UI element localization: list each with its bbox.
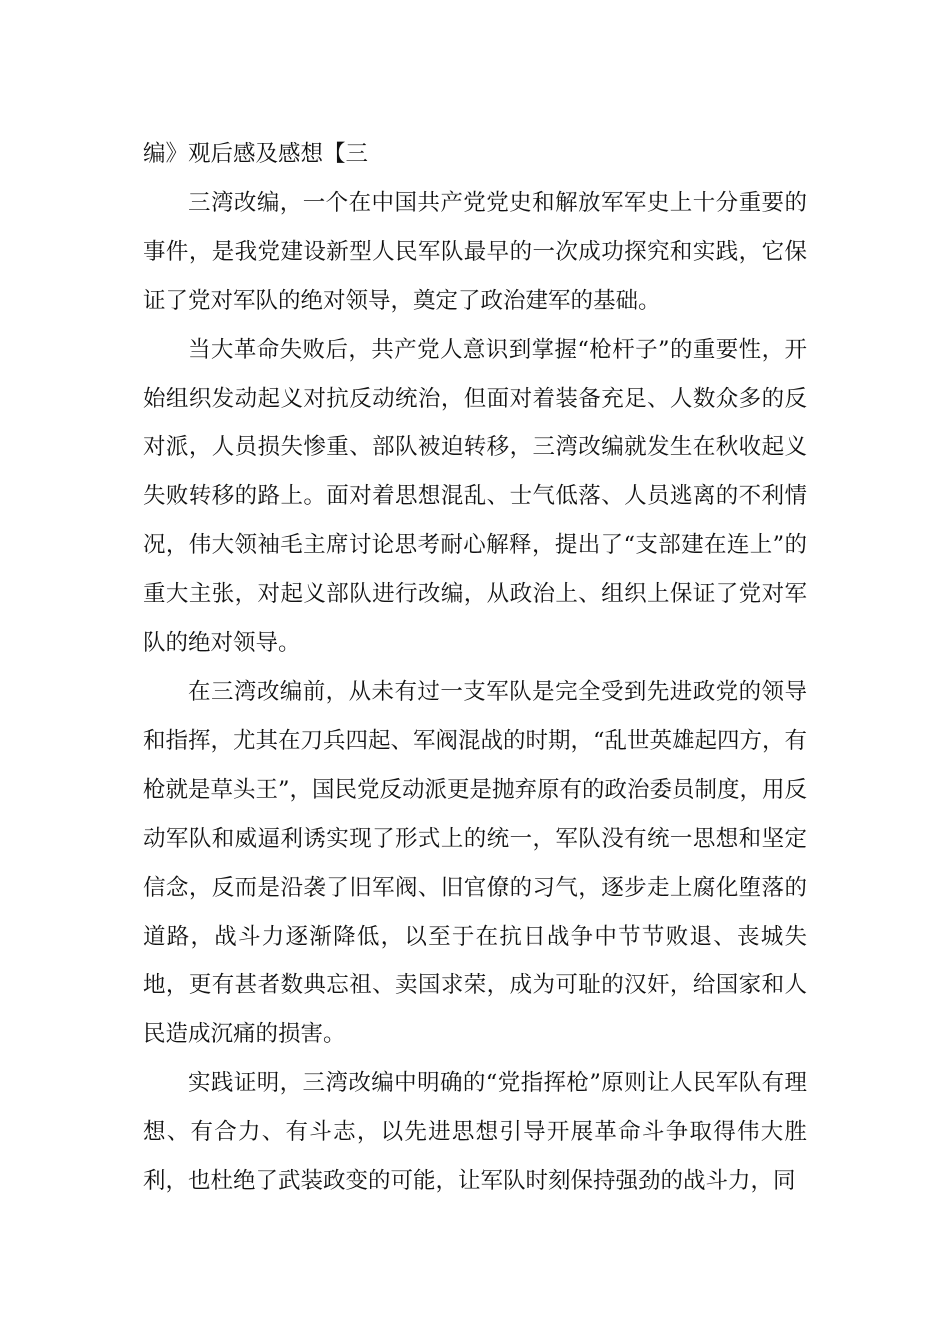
paragraph-2: 当大革命失败后，共产党人意识到掌握“枪杆子”的重要性，开始组织发动起义对抗反动统治，但面对着装备充足、人数众多的反对派，人员损失惨重、部队被迫转移，三湾改编就发生在秋收起义失败转移的路上。面对着思想混乱、士气低落、人员逃离的不利情况，伟大领袖毛主席讨论思考耐心解释，提出了“支部建在连上”的重大主张，对起义部队进行改编，从政治上、组织上保证了党对军队的绝对领导。 [143,336,807,657]
document-body [143,130,807,1206]
paragraph-1: 三湾改编，一个在中国共产党党史和解放军军史上十分重要的事件，是我党建设新型人民军队最早的一次成功探究和实践，它保证了党对军队的绝对领导，奠定了政治建军的基础。 [143,189,807,314]
heading-fragment: 编》观后感及感想【三 [143,141,369,167]
paragraph-3: 在三湾改编前，从未有过一支军队是完全受到先进政党的领导和指挥，尤其在刀兵四起、军阀混战的时期，“乱世英雄起四方，有枪就是草头王”，国民党反动派更是抛弃原有的政治委员制度，用反动军队和威逼利诱实现了形式上的统一，军队没有统一思想和坚定信念，反而是沿袭了旧军阀、旧官僚的习气，逐步走上腐化堕落的道路，战斗力逐渐降低，以至于在抗日战争中节节败退、丧城失地，更有甚者数典忘祖、卖国求荣，成为可耻的汉奸，给国家和人民造成沉痛的损害。 [143,678,808,1048]
paragraph-4: 实践证明，三湾改编中明确的“党指挥枪”原则让人民军队有理想、有合力、有斗志，以先进思想引导开展革命斗争取得伟大胜利，也杜绝了武装政变的可能，让军队时刻保持强劲的战斗力，同 [143,1070,807,1195]
